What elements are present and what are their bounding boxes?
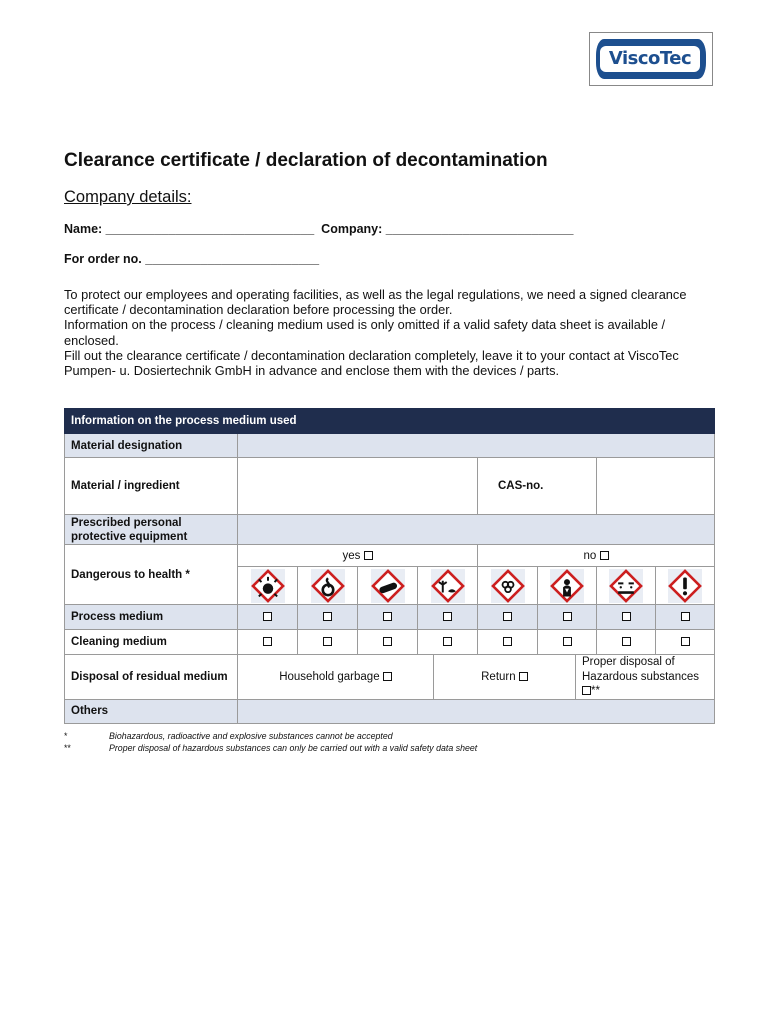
explosive-icon (251, 569, 285, 603)
material-designation-label: Material designation (65, 434, 238, 458)
gas-cylinder-icon (371, 569, 405, 603)
footnote-text: Biohazardous, radioactive and explosive substances cannot be accepted (109, 731, 393, 741)
material-ingredient-input[interactable] (238, 458, 478, 515)
order-number-field[interactable]: For order no. _________________________ (64, 252, 320, 266)
proper-disposal-label: Proper disposal of Hazardous substances (582, 656, 699, 683)
process-medium-checkbox[interactable] (443, 612, 452, 621)
corrosive-icon (609, 569, 643, 603)
name-company-field[interactable]: Name: ______________________________ Company: ___________________________ (64, 222, 574, 236)
process-medium-checkbox-cell[interactable] (358, 605, 418, 630)
ghs-cell (418, 567, 478, 605)
process-medium-checkbox[interactable] (563, 612, 572, 621)
cleaning-medium-checkbox-cell[interactable] (656, 630, 715, 655)
process-medium-checkbox-cell[interactable] (418, 605, 478, 630)
process-medium-checkbox-cell[interactable] (298, 605, 358, 630)
ghs-cell (597, 567, 656, 605)
process-medium-checkbox[interactable] (383, 612, 392, 621)
process-medium-checkbox[interactable] (323, 612, 332, 621)
process-medium-checkbox-cell[interactable] (238, 605, 298, 630)
others-label: Others (65, 699, 238, 723)
cleaning-medium-checkbox-cell[interactable] (478, 630, 538, 655)
no-checkbox[interactable] (600, 551, 609, 560)
intro-paragraph: To protect our employees and operating facilities, as well as the legal regulations, we need a signed clearance certificate / decontamination declaration before processing the order. (64, 287, 687, 318)
return-label: Return (481, 670, 516, 683)
cleaning-medium-checkbox[interactable] (383, 637, 392, 646)
household-checkbox[interactable] (383, 672, 392, 681)
process-medium-table (64, 408, 715, 724)
cas-no-label: CAS-no. (478, 458, 597, 515)
ghs-cell (538, 567, 597, 605)
return-option[interactable] (434, 655, 576, 699)
dangerous-to-health-label: Dangerous to health * (65, 545, 238, 605)
ghs-cell (478, 567, 538, 605)
cleaning-medium-checkbox-cell[interactable] (298, 630, 358, 655)
ghs-cell (358, 567, 418, 605)
cleaning-medium-checkbox-cell[interactable] (238, 630, 298, 655)
process-medium-checkbox-cell[interactable] (478, 605, 538, 630)
process-medium-checkbox[interactable] (622, 612, 631, 621)
intro-text (64, 287, 714, 378)
exclamation-icon (668, 569, 702, 603)
cas-no-input[interactable] (597, 458, 715, 515)
cleaning-medium-checkbox-cell[interactable] (597, 630, 656, 655)
cleaning-medium-label: Cleaning medium (65, 630, 238, 655)
return-checkbox[interactable] (519, 672, 528, 681)
biohazard-icon (491, 569, 525, 603)
cleaning-medium-checkbox-cell[interactable] (358, 630, 418, 655)
cleaning-medium-checkbox[interactable] (263, 637, 272, 646)
proper-disposal-suffix: ** (591, 685, 600, 697)
yes-label: yes (342, 549, 361, 562)
process-medium-checkbox-cell[interactable] (538, 605, 597, 630)
process-medium-checkbox[interactable] (263, 612, 272, 621)
footnote-text: Proper disposal of hazardous substances can only be carried out with a valid safety data sheet (109, 743, 478, 753)
company-details-heading: Company details: (64, 188, 192, 206)
no-option[interactable] (478, 545, 715, 567)
intro-paragraph: Information on the process / cleaning medium used is only omitted if a valid safety data sheet is available / enclosed. (64, 317, 666, 348)
footnote-mark: ** (64, 743, 71, 753)
yes-option[interactable] (238, 545, 478, 567)
cleaning-medium-checkbox[interactable] (681, 637, 690, 646)
viscotec-logo (589, 32, 713, 86)
others-input[interactable] (238, 699, 715, 723)
health-hazard-icon (550, 569, 584, 603)
material-designation-input[interactable] (238, 434, 715, 458)
page-title: Clearance certificate / declaration of decontamination (64, 150, 548, 171)
proper-disposal-checkbox[interactable] (582, 686, 591, 695)
environment-hazard-icon (431, 569, 465, 603)
proper-disposal-option[interactable] (576, 655, 715, 699)
ghs-cell (656, 567, 715, 605)
cleaning-medium-checkbox[interactable] (323, 637, 332, 646)
intro-paragraph: Fill out the clearance certificate / decontamination declaration completely, leave it to your contact at ViscoTec Pumpen- u. Dosiertechnik GmbH in advance and enclose them with the devices / parts. (64, 347, 679, 379)
cleaning-medium-checkbox-cell[interactable] (538, 630, 597, 655)
disposal-label: Disposal of residual medium (65, 655, 238, 700)
household-option[interactable] (238, 655, 434, 699)
yes-checkbox[interactable] (364, 551, 373, 560)
process-medium-checkbox[interactable] (681, 612, 690, 621)
disposal-options (238, 655, 715, 700)
ghs-cell (298, 567, 358, 605)
cleaning-medium-checkbox[interactable] (443, 637, 452, 646)
household-label: Household garbage (279, 670, 380, 683)
oxidizing-icon (311, 569, 345, 603)
logo-background (596, 39, 706, 79)
process-medium-checkbox-cell[interactable] (656, 605, 715, 630)
ghs-cell (238, 567, 298, 605)
cleaning-medium-checkbox-cell[interactable] (418, 630, 478, 655)
disposal-options-table (238, 655, 714, 699)
material-ingredient-label: Material / ingredient (65, 458, 238, 515)
table-header: Information on the process medium used (65, 409, 715, 434)
footnote-mark: * (64, 731, 68, 741)
process-medium-checkbox[interactable] (503, 612, 512, 621)
process-medium-label: Process medium (65, 605, 238, 630)
cleaning-medium-checkbox[interactable] (563, 637, 572, 646)
cleaning-medium-checkbox[interactable] (622, 637, 631, 646)
process-medium-checkbox-cell[interactable] (597, 605, 656, 630)
logo-text: ViscoTec (600, 46, 700, 72)
cleaning-medium-checkbox[interactable] (503, 637, 512, 646)
ppe-label: Prescribed personal protective equipment (65, 515, 238, 545)
no-label: no (583, 549, 597, 562)
ppe-input[interactable] (238, 515, 715, 545)
